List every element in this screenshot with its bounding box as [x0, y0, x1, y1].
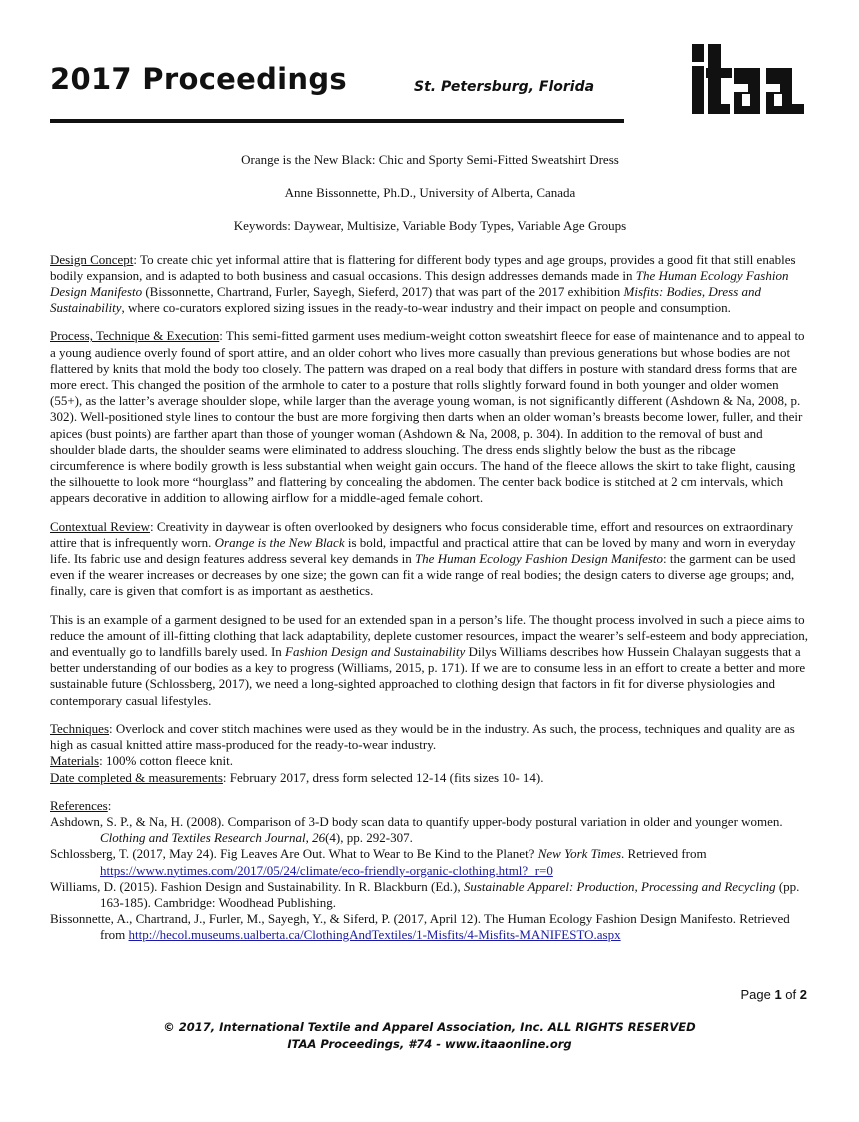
design-concept-label: Design Concept	[50, 251, 134, 267]
logo-a2-tail	[790, 104, 804, 114]
design-concept-text: , where co-curators explored sizing issues in the ready-to-wear industry and their impact on people and consumption.	[121, 300, 731, 316]
page-total: 2	[799, 987, 807, 1002]
logo-a2	[766, 72, 792, 114]
proceedings-title: 2017 Proceedings	[50, 62, 347, 96]
materials-text: : 100% cotton fleece knit.	[99, 753, 234, 769]
contextual-review-label: Contextual Review	[50, 518, 151, 534]
process-label: Process, Technique & Execution	[50, 328, 220, 344]
lifespan-text: This is an example of a garment designed to be used for an extended span in a person’s life. The thought process involved in such a piece aims to reduce the amount of ill-fitting clothing that lack adaptability, deplete customer resources, impact the wearer’s self-esteem and body appreciation, and eventually go to landfills barely used. In	[50, 611, 809, 660]
contextual-text: is bold, impactful and practical attire that can be loved by many and worn in everyday life. Its fabric use and design features address several key demands in	[50, 534, 796, 567]
logo-i-stem	[692, 66, 704, 114]
date-completed-label: Date completed & measurements	[50, 769, 223, 785]
reference-item	[50, 814, 810, 846]
paper-author: Anne Bissonnette, Ph.D., University of Alberta, Canada	[284, 185, 576, 201]
design-concept-paragraph	[50, 252, 810, 317]
references-heading	[50, 798, 810, 814]
paper-title: Orange is the New Black: Chic and Sporty Semi-Fitted Sweatshirt Dress	[241, 152, 619, 167]
design-concept-text: : To create chic yet informal attire that is flattering for different body types and age groups, provides a good fit that still enables bodily expansion, and is adapted to both business and casual occasions. This design addresses demands made in	[50, 251, 796, 283]
header-rule	[50, 119, 624, 123]
page-prefix: Page	[740, 987, 775, 1002]
date-completed-line	[50, 770, 810, 786]
contextual-text: : Creativity in daywear is often overlooked by designers who focus considerable time, effort and resources on extraordinary attire that is infrequently worn.	[50, 518, 794, 550]
reference-text: Williams, D. (2015). Fashion Design and Sustainability. In R. Blackburn (Ed.),	[50, 878, 464, 894]
design-concept-text: (Bissonnette, Chartrand, Furler, Sayegh, Sieferd, 2017) that was part of the 2017 exhibition	[142, 284, 624, 300]
reference-item	[50, 911, 810, 943]
paper-keywords: Keywords: Daywear, Multisize, Variable Body Types, Variable Age Groups	[233, 218, 627, 234]
reference-text: Schlossberg, T. (2017, May 24). Fig Leaves Are Out. What to Wear to Be Kind to the Planet?	[50, 846, 538, 862]
materials-line	[50, 753, 810, 769]
footer-copyright: © 2017, International Textile and Apparel Association, Inc. ALL RIGHTS RESERVED	[163, 1020, 696, 1034]
contextual-text: : the garment can be used even if the wearer increases or decreases by one size; the gown can fit a wide range of real bodies; the design caters to diverse age groups; and, finally, care is given that comfort is as important as aesthetics.	[50, 551, 796, 599]
reference-item	[50, 846, 810, 878]
references-label: References	[50, 797, 108, 813]
techniques-paragraph	[50, 721, 810, 753]
reference-volume: 26	[312, 830, 326, 846]
reference-book: Sustainable Apparel: Production, Processing and Recycling	[463, 878, 776, 894]
reference-text: Ashdown, S. P., & Na, H. (2008). Comparison of 3-D body scan data to quantify upper-body postural variation in older and younger women.	[50, 813, 783, 829]
reference-text: (4), pp. 292-307.	[325, 830, 413, 846]
date-completed-text: : February 2017, dress form selected 12-14 (fits sizes 10- 14).	[222, 769, 544, 785]
logo-a2-top	[766, 68, 792, 78]
logo-a1	[734, 72, 760, 114]
paper-body	[50, 152, 810, 944]
contextual-title-italic: Orange is the New Black	[214, 534, 345, 550]
lifespan-text: Dilys Williams describes how Hussein Chalayan suggests that a better understanding of our bodies as a key to progress (Williams, 2015, p. 171). If we are to consume less in an effort to create a better and more sustainable future (Schlossberg, 2017), we need a long-sighted approached to clothing design that factors in fit for diverse physiologies and contemporary casual lifestyles.	[50, 644, 806, 708]
conference-location: St. Petersburg, Florida	[414, 79, 595, 95]
reference-link-nytimes[interactable]: https://www.nytimes.com/2017/05/24/climate/eco-friendly-organic-clothing.html?_r=0	[100, 862, 553, 878]
footer-proceedings: ITAA Proceedings, #74 - www.itaaonline.org	[287, 1037, 572, 1051]
reference-text: . Retrieved from	[621, 846, 707, 862]
reference-text: ,	[305, 830, 313, 846]
techniques-label: Techniques	[50, 720, 110, 736]
contextual-review-paragraph	[50, 519, 810, 600]
logo-a1-top	[734, 68, 760, 78]
design-concept-exhibition: Misfits: Bodies, Dress and Sustainability	[50, 284, 762, 316]
page-number	[740, 987, 807, 1002]
lifespan-paragraph	[50, 612, 810, 709]
reference-text: Bissonnette, A., Chartrand, J., Furler, M., Sayegh, Y., & Siferd, P. (2017, April 12). The Human Ecology Fashion Design Manifesto. Retrieved from	[50, 911, 790, 943]
contextual-manifesto: The Human Ecology Fashion Design Manifesto	[414, 551, 664, 567]
page-current: 1	[774, 987, 782, 1002]
logo-t-foot	[708, 104, 730, 114]
logo-t-stem	[708, 44, 721, 114]
reference-journal: Clothing and Textiles Research Journal	[100, 830, 306, 846]
techniques-text: : Overlock and cover stitch machines were used as they would be in the industry. As such, the process, techniques and quality are as high as casual knitted attire mass-produced for the ready-to-wear industry.	[50, 720, 795, 753]
logo-t-bar	[706, 68, 732, 78]
itaa-logo-icon	[690, 42, 806, 116]
logo-i-dot	[692, 44, 704, 62]
page-of: of	[781, 987, 800, 1002]
process-text: : This semi-fitted garment uses medium-weight cotton sweatshirt fleece for ease of maintenance and to appeal to a young audience overly found of sport attire, and an older cohort who lives more casually than previous generations but whose bodies are not flattered by knits that mold the body too closely. The pattern was draped on a real body that differs in posture with standard dress forms that are more erect. This changed the position of the armhole to cater to a posture that rolls slightly forward found in both younger and older women (55+), as the latter’s average shoulder slope, while larger than the average young woman, is not significantly different (Ashdown & Na, 2008, p. 302). Well-positioned style lines to contour the bust are more forgiving then darts when an older woman’s breasts become lower, fuller, and their apices (bust points) are farther apart than those of younger woman (Ashdown & Na, 2008, p. 304). In addition to the removal of bust and shoulder blade darts, the shoulder seams were eliminated to address slouching. The dress ends slightly below the bust as the ribcage circumference is where bodily growth is less substantial when weight gain occurs. The hand of the fleece allows the skirt to take flight, causing the silhouette to look more “hourglass” and flattering by concealing the abdomen. The center back bodice is stitched at 2 cm intervals, which appears decorative in addition to allowing airflow for a middle-aged female cohort.	[50, 328, 805, 506]
reference-link-manifesto[interactable]: http://hecol.museums.ualberta.ca/ClothingAndTextiles/1-Misfits/4-Misfits-MANIFESTO.aspx	[128, 927, 621, 943]
process-paragraph	[50, 328, 810, 506]
references-colon: :	[107, 797, 112, 813]
reference-text: (pp. 163-185). Cambridge: Woodhead Publishing.	[100, 878, 800, 910]
materials-label: Materials	[50, 753, 100, 769]
reference-journal: New York Times	[537, 846, 622, 862]
lifespan-book-title: Fashion Design and Sustainability	[285, 644, 466, 660]
reference-item	[50, 879, 810, 911]
design-concept-manifesto: The Human Ecology Fashion Design Manifesto	[50, 267, 789, 300]
